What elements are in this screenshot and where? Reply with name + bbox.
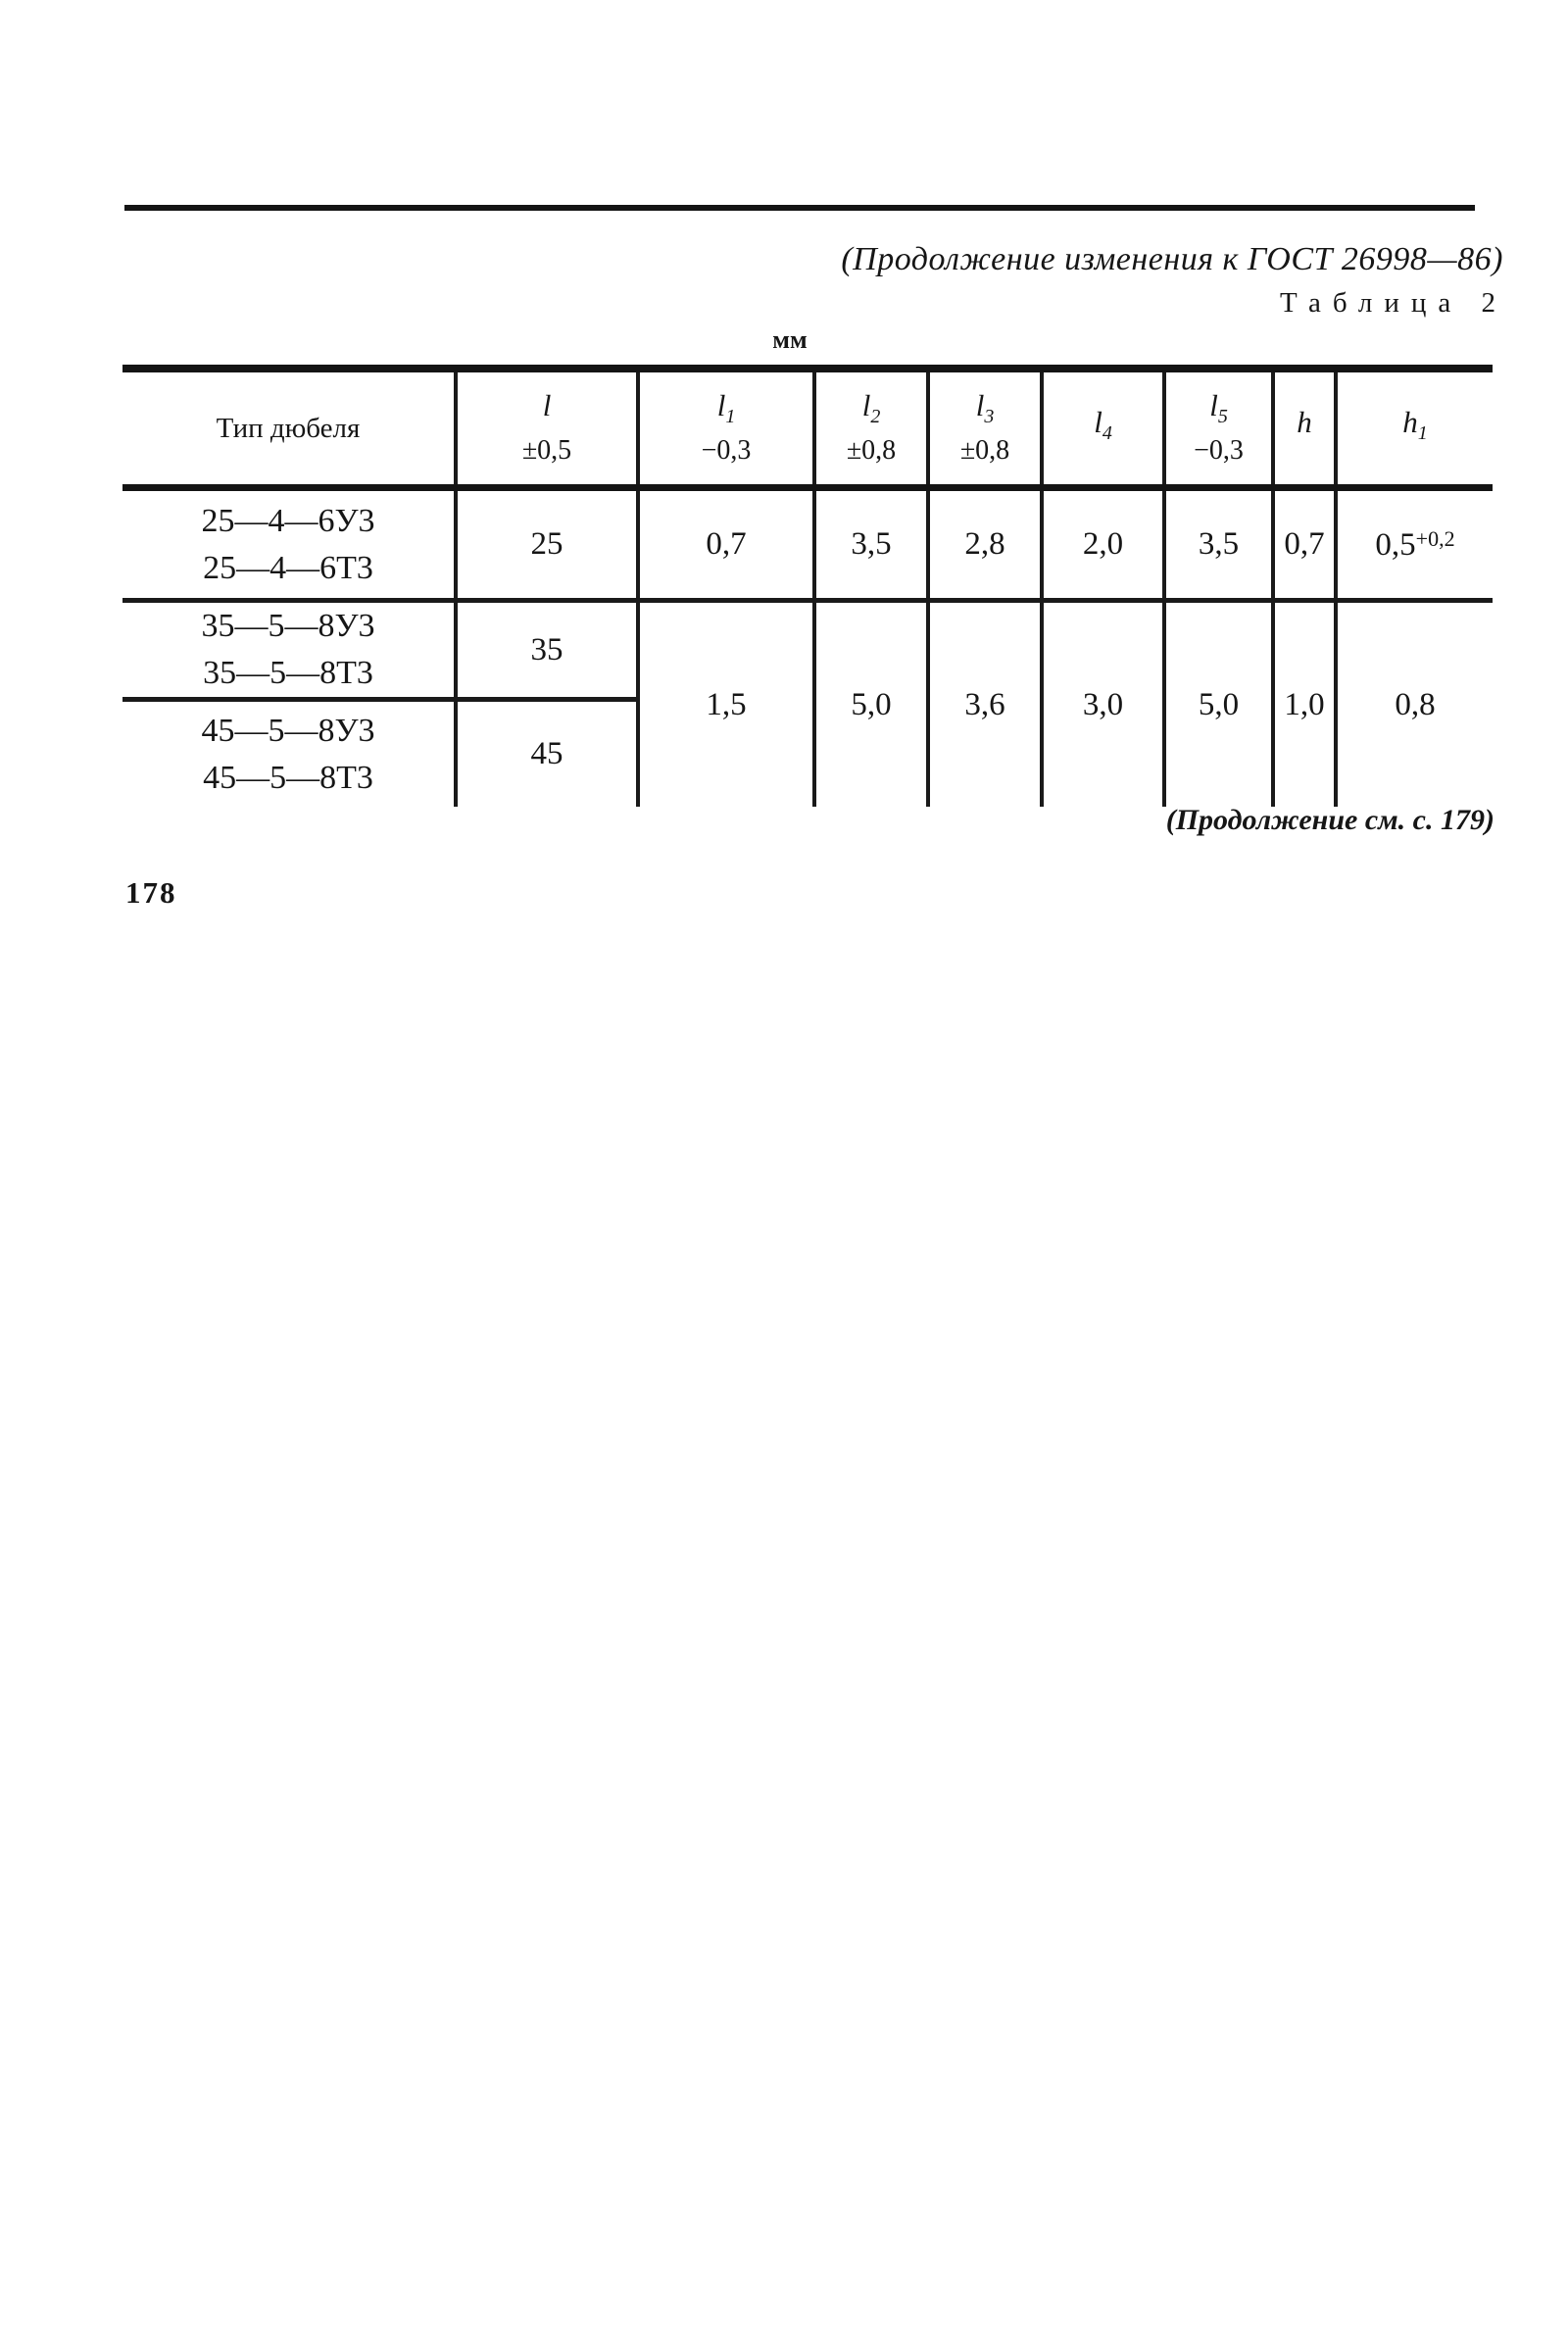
cell-r23-h1: 0,8 [1395, 686, 1436, 722]
continuation-note: (Продолжение изменения к ГОСТ 26998—86) [841, 241, 1503, 277]
cell-r23-l3: 3,6 [928, 601, 1042, 808]
type-name: 25—4—6У3 [201, 502, 375, 539]
cell-r1-l4: 2,0 [1042, 488, 1164, 601]
cell-r23-l1: 1,5 [638, 601, 814, 808]
cell-r1-l3: 2,8 [928, 488, 1042, 601]
type-name: 45—5—8У3 [201, 712, 375, 749]
header-type-label: Тип дюбеля [216, 412, 361, 444]
tolerance-l1: −0,3 [701, 434, 752, 466]
cell-r1-h1: $0,5^{+0,2}$ [1336, 488, 1493, 601]
tolerance-l3: ±0,8 [959, 434, 1010, 466]
cell-r1-l2: 3,5 [814, 488, 928, 601]
cell-r2-l: 35 [456, 601, 638, 700]
top-rule [124, 205, 1475, 211]
tolerance-l: ±0,5 [521, 434, 572, 466]
cell-r23-h: 1,0 [1273, 601, 1336, 808]
type-name: 35—5—8Т3 [203, 655, 373, 691]
symbol-h1: $h_1$ [1402, 405, 1428, 445]
type-name: 35—5—8У3 [201, 608, 375, 644]
upper-deviation: +0,2 [1415, 525, 1455, 551]
table-row-35 [122, 601, 1493, 700]
continuation-footer: (Продолжение см. с. 179) [1165, 804, 1494, 836]
header-cell-l2 [814, 369, 928, 488]
cell-r1-h: 0,7 [1273, 488, 1336, 601]
header-cell-h [1273, 369, 1336, 488]
table-caption: Таблица 2 [1279, 287, 1507, 319]
tolerance-l5: −0,3 [1194, 434, 1244, 466]
symbol-l5: $l_5$ [1209, 388, 1228, 428]
cell-r3-l: 45 [456, 700, 638, 808]
header-cell-l5 [1164, 369, 1273, 488]
cell-r23-l2: 5,0 [814, 601, 928, 808]
symbol-h: h [1297, 405, 1312, 440]
cell-r23-l5: 5,0 [1164, 601, 1273, 808]
symbol-l4: $l_4$ [1094, 405, 1112, 445]
symbol-l2: $l_2$ [861, 388, 881, 428]
cell-r2-type [122, 601, 456, 700]
table-header-row [122, 369, 1493, 488]
cell-r23-l4: 3,0 [1042, 601, 1164, 808]
cell-r1-l: 25 [456, 488, 638, 601]
symbol-l3: $l_3$ [975, 388, 995, 428]
header-cell-l4 [1042, 369, 1164, 488]
cell-r1-l1: 0,7 [638, 488, 814, 601]
symbol-l: l [542, 388, 552, 423]
cell-r1-type [122, 488, 456, 601]
type-name: 25—4—6Т3 [203, 549, 373, 586]
dowel-dimensions-table [122, 365, 1493, 807]
header-cell-l1 [638, 369, 814, 488]
header-cell-type [122, 369, 456, 488]
tolerance-l2: ±0,8 [846, 434, 897, 466]
cell-r3-type [122, 700, 456, 808]
header-cell-h1 [1336, 369, 1493, 488]
header-cell-l3 [928, 369, 1042, 488]
units-label: мм [772, 325, 808, 354]
header-cell-l [456, 369, 638, 488]
page-number: 178 [125, 875, 177, 910]
table-row-25 [122, 488, 1493, 601]
cell-r1-l5: 3,5 [1164, 488, 1273, 601]
type-name: 45—5—8Т3 [203, 759, 373, 796]
symbol-l1: $l_1$ [716, 388, 736, 428]
